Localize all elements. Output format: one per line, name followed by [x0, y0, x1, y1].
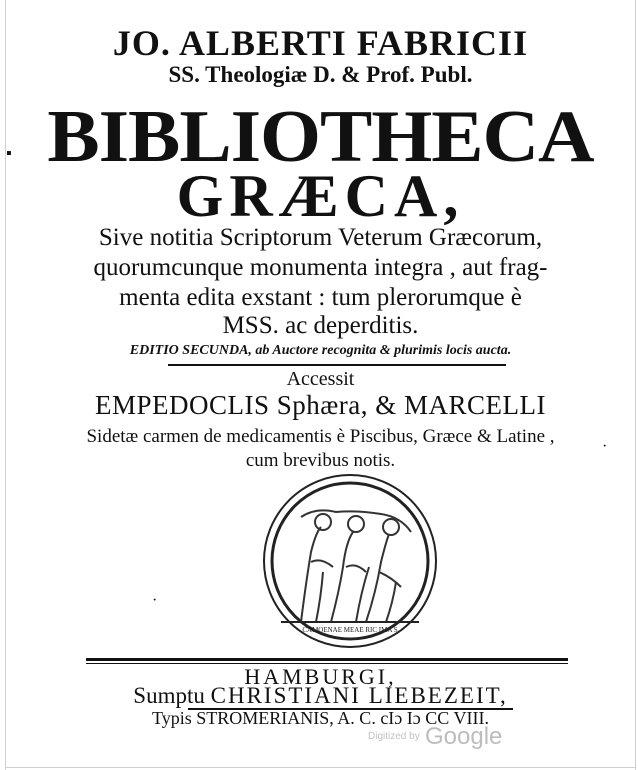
google-logo: Google [425, 723, 503, 750]
subtitle-line-2: quorumcunque monumenta integra , aut frag- [93, 254, 548, 281]
bottom-rule-thick [86, 658, 568, 661]
watermark-digitized: Digitized by [368, 731, 420, 742]
notis-line: cum brevibus notis. [245, 450, 396, 471]
medallion-engraving [261, 472, 439, 650]
author-degree: SS. Theologiæ D. & Prof. Publ. [168, 62, 473, 87]
edition-note: EDITIO SECUNDA, ab Auctore recognita & plurimis locis aucta. [129, 343, 512, 358]
title-line-1: BIBLIOTHECA [47, 96, 594, 178]
margin-mark: · [602, 438, 608, 455]
publisher-line [6, 683, 635, 709]
sidetae-line: Sidetæ carmen de medicamentis è Piscibus, Græce & Latine , [86, 426, 555, 447]
medallion-inscription: CAMOENAE MEAE RIC IMA S [302, 626, 398, 634]
subtitle-line-1: Sive notitia Scriptorum Veterum Græcorum, [98, 224, 543, 251]
place-of-publication: HAMBURGI, [244, 664, 397, 689]
accessit-label: Accessit [286, 368, 355, 390]
margin-mark: · [152, 592, 158, 609]
author-name: JO. ALBERTI FABRICII [112, 23, 529, 63]
subtitle-line-4: MSS. ac deperditis. [222, 312, 419, 339]
printer-line: Typis STROMERIANIS, A. C. cIɔ Iɔ CC VIII. [152, 708, 489, 728]
title-line-2: GRÆCA, [176, 163, 465, 229]
empedocles-line: EMPEDOCLIS Sphæra, & MARCELLI [94, 390, 546, 420]
page-frame-bottom [5, 767, 636, 768]
subtitle-line-3: menta edita exstant : tum plerorumque è [119, 284, 522, 311]
publisher-name: CHRISTIANI LIEBEZEIT, [210, 683, 508, 708]
divider-rule [168, 364, 506, 366]
title-page [6, 0, 635, 767]
sumptu-label: Sumptu [133, 683, 205, 708]
margin-mark: ▪ [6, 145, 12, 162]
